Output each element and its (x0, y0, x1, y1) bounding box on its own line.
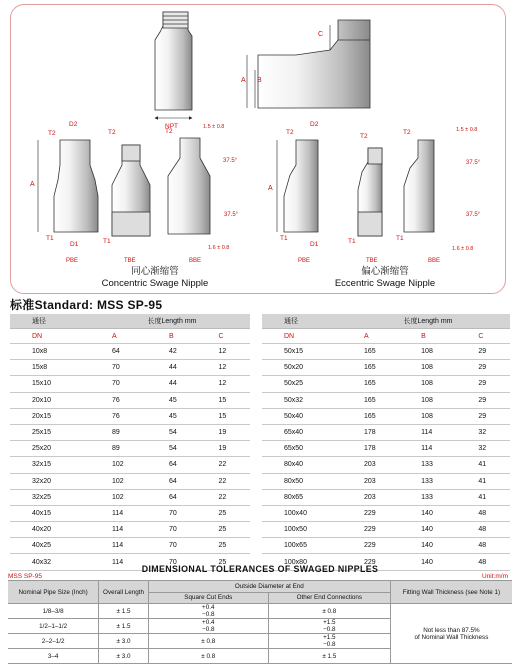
table-cell: 20x10 (10, 392, 94, 408)
col-header-0: DN (10, 329, 94, 344)
table-row (262, 441, 510, 457)
dim-t1-label-6: T1 (396, 235, 404, 242)
table-cell: 32x20 (10, 473, 94, 489)
concentric-pbe-drawing (54, 140, 98, 232)
table-cell: 70 (151, 522, 201, 538)
tol-length: ± 1.5 (99, 604, 149, 619)
tolerance-spec: MSS SP-95 (8, 573, 42, 580)
table-cell: 15 (200, 408, 250, 424)
table-cell: 42 (151, 344, 201, 360)
table-cell: 114 (403, 441, 460, 457)
table-cell: 10x8 (10, 344, 94, 360)
table-cell: 48 (460, 538, 510, 554)
table-cell: 48 (460, 554, 510, 570)
other-end-header: Other End Connections (268, 592, 390, 604)
eccentric-caption-en: Eccentric Swage Nipple (334, 278, 436, 289)
npt-label: NPT (165, 123, 178, 130)
eccentric-bbe-drawing (404, 140, 434, 232)
table-cell: 29 (460, 408, 510, 424)
dim-t1-label-2: T1 (103, 238, 111, 245)
concentric-caption-en: Concentric Swage Nipple (101, 278, 209, 289)
wall-header: Fitting Wall Thickness (see Note 1) (390, 581, 512, 604)
wall-note: Not less than 87.5% of Nominal Wall Thickness (390, 604, 512, 664)
table-cell: 64 (151, 473, 201, 489)
table-cell: 12 (200, 360, 250, 376)
end-tbe-label-1: TBE (124, 258, 136, 264)
table-row (10, 376, 250, 392)
table-cell: 108 (403, 344, 460, 360)
table-cell: 50x32 (262, 392, 346, 408)
table-cell: 108 (403, 408, 460, 424)
size-table-right (262, 314, 510, 571)
dim-t2-label-4: T2 (286, 129, 294, 136)
table-cell: 25 (200, 505, 250, 521)
concentric-caption (80, 266, 230, 290)
tol-thread-label-2: 1.5 ± 0.8 (456, 127, 478, 133)
dim-t1-label-1: T1 (46, 235, 54, 242)
table-cell: 40x15 (10, 505, 94, 521)
table-cell: 108 (403, 376, 460, 392)
table-cell: 70 (94, 360, 151, 376)
dim-a-label-top: A (241, 77, 246, 84)
angle-label-1: 37.5° (223, 158, 238, 164)
table-cell: 64 (151, 457, 201, 473)
table-cell: 44 (151, 376, 201, 392)
table-row (10, 424, 250, 440)
nps-header: Nominal Pipe Size (Inch) (8, 581, 99, 604)
table-cell: 40x32 (10, 554, 94, 570)
eccentric-caption (310, 266, 460, 290)
table-cell: 20x15 (10, 408, 94, 424)
table-cell: 100x80 (262, 554, 346, 570)
table-row (262, 457, 510, 473)
table-row (10, 473, 250, 489)
table-cell: 54 (151, 424, 201, 440)
table-cell: 178 (346, 441, 403, 457)
tol-other: +1.5 −0.8 (268, 619, 390, 634)
col-header-1: A (94, 329, 151, 344)
table-cell: 41 (460, 473, 510, 489)
dim-c-label-top: C (318, 31, 324, 38)
table-cell: 41 (460, 489, 510, 505)
table-row (262, 522, 510, 538)
dim-t2-label-6: T2 (403, 129, 411, 136)
tol-plain-label-1: 1.6 ± 0.8 (208, 245, 230, 251)
table-cell: 48 (460, 505, 510, 521)
table-cell: 25x20 (10, 441, 94, 457)
table-cell: 100x40 (262, 505, 346, 521)
col-header-3: C (460, 329, 510, 344)
tol-square: +0.4 −0.8 (148, 619, 268, 634)
npt-nipple-drawing (155, 12, 192, 110)
dim-t1-label-4: T1 (280, 235, 288, 242)
concentric-bbe-drawing (168, 138, 210, 234)
table-cell: 29 (460, 392, 510, 408)
table-row (10, 344, 250, 360)
abc-dimension-drawing (258, 20, 370, 108)
tolerance-table (8, 580, 512, 664)
tol-length: ± 3.0 (99, 649, 149, 664)
angle-label-3: 37.5° (466, 160, 481, 166)
table-cell: 203 (346, 457, 403, 473)
table-cell: 32x25 (10, 489, 94, 505)
table-row (262, 360, 510, 376)
table-cell: 203 (346, 489, 403, 505)
table-cell: 165 (346, 392, 403, 408)
end-bbe-label-2: BBE (428, 258, 441, 264)
table-row (10, 408, 250, 424)
table-cell: 114 (94, 505, 151, 521)
table-cell: 140 (403, 554, 460, 570)
tol-length: ± 1.5 (99, 619, 149, 634)
angle-label-2: 37.5° (224, 212, 239, 218)
table-cell: 12 (200, 376, 250, 392)
table-cell: 54 (151, 441, 201, 457)
size-table-left (10, 314, 250, 571)
dim-t2-label-1: T2 (48, 130, 56, 137)
tol-square: ± 0.8 (148, 649, 268, 664)
angle-label-4: 37.5° (466, 212, 481, 218)
tol-square: +0.4 −0.8 (148, 604, 268, 619)
table-cell: 22 (200, 489, 250, 505)
table-cell: 89 (94, 441, 151, 457)
dim-d1-label-1: D1 (70, 241, 79, 248)
tol-other: ± 0.8 (268, 604, 390, 619)
table-cell: 70 (151, 505, 201, 521)
table-row (262, 392, 510, 408)
eccentric-pbe-drawing (284, 140, 318, 232)
table-row (10, 360, 250, 376)
table-cell: 65x50 (262, 441, 346, 457)
table-cell: 133 (403, 489, 460, 505)
table-cell: 29 (460, 376, 510, 392)
table-cell: 89 (94, 424, 151, 440)
table-cell: 45 (151, 392, 201, 408)
tolerance-unit: Unit:m/m (482, 573, 508, 580)
dim-t2-label-5: T2 (360, 133, 368, 140)
table-cell: 165 (346, 360, 403, 376)
table-cell: 32x15 (10, 457, 94, 473)
dn-group-header: 通径 (262, 314, 346, 329)
tol-other: +1.5 −0.8 (268, 634, 390, 649)
table-cell: 25x15 (10, 424, 94, 440)
col-header-2: B (403, 329, 460, 344)
table-cell: 25 (200, 554, 250, 570)
table-cell: 25 (200, 522, 250, 538)
table-cell: 29 (460, 360, 510, 376)
table-cell: 100x50 (262, 522, 346, 538)
table-cell: 45 (151, 408, 201, 424)
table-cell: 64 (94, 344, 151, 360)
table-cell: 50x25 (262, 376, 346, 392)
dim-t2-label-2: T2 (108, 129, 116, 136)
table-cell: 64 (151, 489, 201, 505)
table-row (262, 489, 510, 505)
table-cell: 70 (151, 554, 201, 570)
table-cell: 50x15 (262, 344, 346, 360)
tol-square: ± 0.8 (148, 634, 268, 649)
dim-t1-label-5: T1 (348, 238, 356, 245)
od-header: Outside Diameter at End (148, 581, 390, 593)
table-cell: 12 (200, 344, 250, 360)
table-cell: 19 (200, 441, 250, 457)
end-bbe-label-1: BBE (189, 258, 202, 264)
table-cell: 50x40 (262, 408, 346, 424)
table-cell: 102 (94, 457, 151, 473)
table-cell: 165 (346, 376, 403, 392)
end-pbe-label-2: PBE (298, 258, 311, 264)
table-cell: 50x20 (262, 360, 346, 376)
table-cell: 15 (200, 392, 250, 408)
table-row (262, 344, 510, 360)
table-row (262, 538, 510, 554)
table-row (10, 489, 250, 505)
table-cell: 40x25 (10, 538, 94, 554)
table-cell: 108 (403, 360, 460, 376)
table-row (10, 392, 250, 408)
col-header-0: DN (262, 329, 346, 344)
square-cut-header: Square Cut Ends (148, 592, 268, 604)
table-cell: 203 (346, 473, 403, 489)
dim-d2-label-1: D2 (69, 121, 78, 128)
table-cell: 80x50 (262, 473, 346, 489)
table-cell: 32 (460, 424, 510, 440)
table-cell: 22 (200, 457, 250, 473)
table-cell: 70 (151, 538, 201, 554)
table-cell: 15x10 (10, 376, 94, 392)
table-cell: 114 (94, 554, 151, 570)
table-cell: 133 (403, 473, 460, 489)
table-cell: 100x65 (262, 538, 346, 554)
table-row (262, 473, 510, 489)
concentric-tbe-drawing (112, 145, 150, 236)
dim-d1-label-2: D1 (310, 241, 319, 248)
table-cell: 25 (200, 538, 250, 554)
table-cell: 80x40 (262, 457, 346, 473)
tol-length: ± 3.0 (99, 634, 149, 649)
table-cell: 44 (151, 360, 201, 376)
eccentric-caption-cn: 偏心渐缩管 (361, 266, 409, 277)
standard-heading: 标准Standard: MSS SP-95 (10, 298, 163, 312)
table-cell: 140 (403, 522, 460, 538)
table-row (262, 376, 510, 392)
tol-size: 2–2–1/2 (8, 634, 99, 649)
table-row (262, 424, 510, 440)
table-cell: 76 (94, 408, 151, 424)
table-cell: 114 (403, 424, 460, 440)
table-cell: 229 (346, 538, 403, 554)
tol-plain-label-2: 1.6 ± 0.8 (452, 246, 474, 252)
dim-d2-label-2: D2 (310, 121, 319, 128)
tolerance-title: DIMENSIONAL TOLERANCES OF SWAGED NIPPLES (141, 564, 379, 574)
table-cell: 32 (460, 441, 510, 457)
table-cell: 19 (200, 424, 250, 440)
overall-length-header: Overall Length (99, 581, 149, 604)
table-cell: 165 (346, 408, 403, 424)
eccentric-tbe-drawing (358, 148, 382, 236)
table-cell: 41 (460, 457, 510, 473)
table-cell: 114 (94, 522, 151, 538)
end-tbe-label-2: TBE (366, 258, 378, 264)
table-cell: 70 (94, 376, 151, 392)
table-cell: 229 (346, 505, 403, 521)
table-row (262, 408, 510, 424)
dim-a-label-2: A (268, 185, 273, 192)
col-header-2: B (151, 329, 201, 344)
tol-thread-label-1: 1.5 ± 0.8 (203, 124, 225, 130)
table-cell: 40x20 (10, 522, 94, 538)
table-cell: 102 (94, 473, 151, 489)
table-cell: 229 (346, 522, 403, 538)
table-cell: 140 (403, 538, 460, 554)
col-header-1: A (346, 329, 403, 344)
tol-size: 1/8–3/8 (8, 604, 99, 619)
table-cell: 80x65 (262, 489, 346, 505)
table-cell: 133 (403, 457, 460, 473)
technical-drawings (0, 0, 520, 296)
table-row (10, 505, 250, 521)
table-row (262, 505, 510, 521)
table-cell: 22 (200, 473, 250, 489)
table-cell: 108 (403, 392, 460, 408)
table-cell: 29 (460, 344, 510, 360)
tol-size: 3–4 (8, 649, 99, 664)
tol-size: 1/2–1–1/2 (8, 619, 99, 634)
dim-t2-label-3: T2 (165, 128, 173, 135)
table-cell: 15x8 (10, 360, 94, 376)
dn-group-header: 通径 (10, 314, 94, 329)
dim-b-label-top: B (257, 77, 262, 84)
table-cell: 178 (346, 424, 403, 440)
col-header-3: C (200, 329, 250, 344)
table-row (10, 457, 250, 473)
table-cell: 48 (460, 522, 510, 538)
table-cell: 65x40 (262, 424, 346, 440)
table-cell: 229 (346, 554, 403, 570)
table-cell: 140 (403, 505, 460, 521)
dim-a-label: A (30, 181, 35, 188)
table-cell: 114 (94, 538, 151, 554)
concentric-caption-cn: 同心渐缩管 (131, 266, 179, 277)
tol-other: ± 1.5 (268, 649, 390, 664)
table-row (10, 538, 250, 554)
table-row (10, 441, 250, 457)
table-cell: 102 (94, 489, 151, 505)
end-pbe-label-1: PBE (66, 258, 79, 264)
table-row (10, 522, 250, 538)
table-cell: 76 (94, 392, 151, 408)
length-header: 长度Length mm (346, 314, 510, 329)
table-cell: 165 (346, 344, 403, 360)
length-header: 长度Length mm (94, 314, 250, 329)
